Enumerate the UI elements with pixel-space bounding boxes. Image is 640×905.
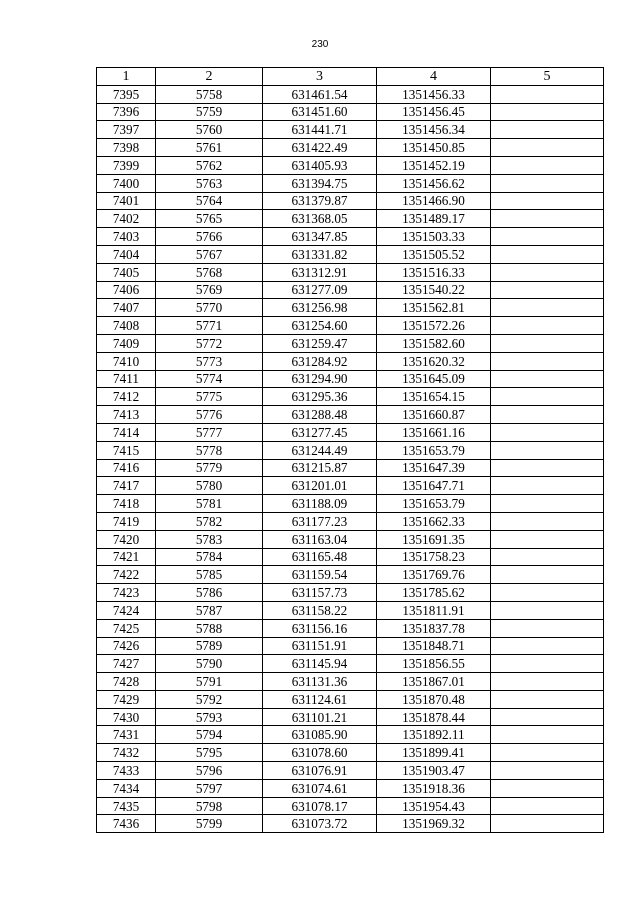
- cell-x-coordinate: 631145.94: [263, 655, 377, 673]
- table-row: [97, 797, 604, 815]
- table-row: [97, 423, 604, 441]
- cell-note: [491, 85, 604, 103]
- cell-point-number: 7430: [97, 708, 156, 726]
- cell-index: 5799: [156, 815, 263, 833]
- table-row: [97, 192, 604, 210]
- cell-index: 5789: [156, 637, 263, 655]
- table-row: [97, 388, 604, 406]
- table-row: [97, 815, 604, 833]
- cell-x-coordinate: 631277.09: [263, 281, 377, 299]
- cell-note: [491, 584, 604, 602]
- cell-note: [491, 245, 604, 263]
- cell-note: [491, 601, 604, 619]
- table-row: [97, 334, 604, 352]
- cell-index: 5778: [156, 441, 263, 459]
- cell-y-coordinate: 1351867.01: [377, 673, 491, 691]
- cell-index: 5776: [156, 406, 263, 424]
- cell-y-coordinate: 1351540.22: [377, 281, 491, 299]
- cell-x-coordinate: 631073.72: [263, 815, 377, 833]
- cell-note: [491, 174, 604, 192]
- cell-index: 5773: [156, 352, 263, 370]
- cell-x-coordinate: 631379.87: [263, 192, 377, 210]
- cell-index: 5762: [156, 156, 263, 174]
- cell-index: 5783: [156, 530, 263, 548]
- cell-x-coordinate: 631124.61: [263, 690, 377, 708]
- cell-index: 5787: [156, 601, 263, 619]
- cell-y-coordinate: 1351899.41: [377, 744, 491, 762]
- cell-y-coordinate: 1351647.71: [377, 477, 491, 495]
- cell-x-coordinate: 631165.48: [263, 548, 377, 566]
- cell-x-coordinate: 631347.85: [263, 228, 377, 246]
- table-row: [97, 530, 604, 548]
- table-row: [97, 548, 604, 566]
- cell-point-number: 7419: [97, 512, 156, 530]
- cell-index: 5793: [156, 708, 263, 726]
- table-row: [97, 352, 604, 370]
- cell-index: 5784: [156, 548, 263, 566]
- cell-y-coordinate: 1351647.39: [377, 459, 491, 477]
- cell-y-coordinate: 1351918.36: [377, 779, 491, 797]
- cell-point-number: 7399: [97, 156, 156, 174]
- cell-y-coordinate: 1351769.76: [377, 566, 491, 584]
- cell-x-coordinate: 631331.82: [263, 245, 377, 263]
- table-row: [97, 245, 604, 263]
- cell-index: 5768: [156, 263, 263, 281]
- cell-point-number: 7427: [97, 655, 156, 673]
- cell-point-number: 7434: [97, 779, 156, 797]
- cell-y-coordinate: 1351582.60: [377, 334, 491, 352]
- cell-point-number: 7406: [97, 281, 156, 299]
- cell-point-number: 7413: [97, 406, 156, 424]
- cell-index: 5766: [156, 228, 263, 246]
- cell-index: 5797: [156, 779, 263, 797]
- cell-note: [491, 477, 604, 495]
- cell-y-coordinate: 1351878.44: [377, 708, 491, 726]
- cell-note: [491, 156, 604, 174]
- cell-x-coordinate: 631244.49: [263, 441, 377, 459]
- cell-x-coordinate: 631295.36: [263, 388, 377, 406]
- cell-point-number: 7418: [97, 495, 156, 513]
- cell-note: [491, 815, 604, 833]
- cell-y-coordinate: 1351856.55: [377, 655, 491, 673]
- cell-point-number: 7401: [97, 192, 156, 210]
- column-header: 5: [491, 68, 604, 86]
- cell-note: [491, 779, 604, 797]
- cell-index: 5760: [156, 121, 263, 139]
- cell-x-coordinate: 631076.91: [263, 762, 377, 780]
- cell-y-coordinate: 1351516.33: [377, 263, 491, 281]
- cell-y-coordinate: 1351452.19: [377, 156, 491, 174]
- cell-index: 5796: [156, 762, 263, 780]
- cell-note: [491, 797, 604, 815]
- table-row: [97, 459, 604, 477]
- cell-note: [491, 228, 604, 246]
- cell-y-coordinate: 1351892.11: [377, 726, 491, 744]
- cell-y-coordinate: 1351954.43: [377, 797, 491, 815]
- cell-note: [491, 334, 604, 352]
- cell-point-number: 7435: [97, 797, 156, 815]
- cell-note: [491, 281, 604, 299]
- cell-y-coordinate: 1351785.62: [377, 584, 491, 602]
- cell-point-number: 7403: [97, 228, 156, 246]
- cell-x-coordinate: 631085.90: [263, 726, 377, 744]
- cell-y-coordinate: 1351489.17: [377, 210, 491, 228]
- cell-note: [491, 726, 604, 744]
- cell-y-coordinate: 1351811.91: [377, 601, 491, 619]
- cell-x-coordinate: 631294.90: [263, 370, 377, 388]
- cell-x-coordinate: 631151.91: [263, 637, 377, 655]
- cell-y-coordinate: 1351837.78: [377, 619, 491, 637]
- cell-y-coordinate: 1351691.35: [377, 530, 491, 548]
- cell-note: [491, 690, 604, 708]
- cell-x-coordinate: 631201.01: [263, 477, 377, 495]
- cell-point-number: 7400: [97, 174, 156, 192]
- cell-x-coordinate: 631177.23: [263, 512, 377, 530]
- table-row: [97, 139, 604, 157]
- cell-index: 5771: [156, 317, 263, 335]
- table-header-row: [97, 68, 604, 86]
- cell-note: [491, 139, 604, 157]
- cell-note: [491, 210, 604, 228]
- cell-x-coordinate: 631131.36: [263, 673, 377, 691]
- cell-x-coordinate: 631394.75: [263, 174, 377, 192]
- cell-x-coordinate: 631422.49: [263, 139, 377, 157]
- cell-y-coordinate: 1351848.71: [377, 637, 491, 655]
- table-row: [97, 495, 604, 513]
- cell-y-coordinate: 1351503.33: [377, 228, 491, 246]
- cell-note: [491, 317, 604, 335]
- table-row: [97, 370, 604, 388]
- cell-point-number: 7408: [97, 317, 156, 335]
- cell-x-coordinate: 631078.60: [263, 744, 377, 762]
- table-row: [97, 228, 604, 246]
- cell-point-number: 7421: [97, 548, 156, 566]
- table-row: [97, 477, 604, 495]
- table-row: [97, 406, 604, 424]
- cell-index: 5790: [156, 655, 263, 673]
- column-header: 3: [263, 68, 377, 86]
- cell-x-coordinate: 631254.60: [263, 317, 377, 335]
- cell-y-coordinate: 1351653.79: [377, 441, 491, 459]
- cell-point-number: 7416: [97, 459, 156, 477]
- cell-point-number: 7415: [97, 441, 156, 459]
- cell-x-coordinate: 631215.87: [263, 459, 377, 477]
- table-row: [97, 263, 604, 281]
- cell-note: [491, 103, 604, 121]
- table-row: [97, 601, 604, 619]
- cell-index: 5781: [156, 495, 263, 513]
- cell-point-number: 7404: [97, 245, 156, 263]
- cell-index: 5785: [156, 566, 263, 584]
- coordinates-table: [96, 67, 604, 833]
- cell-x-coordinate: 631451.60: [263, 103, 377, 121]
- cell-note: [491, 406, 604, 424]
- cell-point-number: 7396: [97, 103, 156, 121]
- cell-x-coordinate: 631368.05: [263, 210, 377, 228]
- cell-point-number: 7395: [97, 85, 156, 103]
- table-row: [97, 762, 604, 780]
- cell-point-number: 7431: [97, 726, 156, 744]
- cell-x-coordinate: 631188.09: [263, 495, 377, 513]
- table-row: [97, 619, 604, 637]
- cell-x-coordinate: 631288.48: [263, 406, 377, 424]
- cell-index: 5770: [156, 299, 263, 317]
- cell-note: [491, 655, 604, 673]
- cell-y-coordinate: 1351969.32: [377, 815, 491, 833]
- cell-note: [491, 673, 604, 691]
- cell-y-coordinate: 1351653.79: [377, 495, 491, 513]
- cell-point-number: 7425: [97, 619, 156, 637]
- cell-y-coordinate: 1351456.62: [377, 174, 491, 192]
- cell-point-number: 7420: [97, 530, 156, 548]
- cell-note: [491, 566, 604, 584]
- cell-y-coordinate: 1351450.85: [377, 139, 491, 157]
- cell-index: 5767: [156, 245, 263, 263]
- cell-index: 5791: [156, 673, 263, 691]
- cell-note: [491, 495, 604, 513]
- cell-note: [491, 512, 604, 530]
- cell-x-coordinate: 631405.93: [263, 156, 377, 174]
- cell-note: [491, 762, 604, 780]
- cell-note: [491, 637, 604, 655]
- cell-y-coordinate: 1351456.34: [377, 121, 491, 139]
- cell-index: 5782: [156, 512, 263, 530]
- cell-x-coordinate: 631284.92: [263, 352, 377, 370]
- cell-index: 5788: [156, 619, 263, 637]
- cell-note: [491, 263, 604, 281]
- cell-y-coordinate: 1351456.33: [377, 85, 491, 103]
- table-row: [97, 210, 604, 228]
- cell-x-coordinate: 631101.21: [263, 708, 377, 726]
- table-row: [97, 637, 604, 655]
- table-row: [97, 317, 604, 335]
- cell-point-number: 7398: [97, 139, 156, 157]
- cell-index: 5798: [156, 797, 263, 815]
- cell-index: 5769: [156, 281, 263, 299]
- table-row: [97, 281, 604, 299]
- table-row: [97, 441, 604, 459]
- cell-point-number: 7436: [97, 815, 156, 833]
- table-row: [97, 584, 604, 602]
- cell-x-coordinate: 631259.47: [263, 334, 377, 352]
- cell-y-coordinate: 1351870.48: [377, 690, 491, 708]
- table-row: [97, 744, 604, 762]
- table-row: [97, 512, 604, 530]
- cell-y-coordinate: 1351505.52: [377, 245, 491, 263]
- cell-index: 5761: [156, 139, 263, 157]
- cell-y-coordinate: 1351662.33: [377, 512, 491, 530]
- cell-index: 5795: [156, 744, 263, 762]
- table-row: [97, 121, 604, 139]
- cell-y-coordinate: 1351620.32: [377, 352, 491, 370]
- cell-index: 5775: [156, 388, 263, 406]
- cell-x-coordinate: 631461.54: [263, 85, 377, 103]
- table-body: [97, 85, 604, 832]
- cell-x-coordinate: 631078.17: [263, 797, 377, 815]
- cell-x-coordinate: 631312.91: [263, 263, 377, 281]
- table-row: [97, 299, 604, 317]
- table-row: [97, 85, 604, 103]
- cell-y-coordinate: 1351654.15: [377, 388, 491, 406]
- cell-note: [491, 548, 604, 566]
- cell-y-coordinate: 1351572.26: [377, 317, 491, 335]
- cell-note: [491, 744, 604, 762]
- table-row: [97, 103, 604, 121]
- cell-index: 5786: [156, 584, 263, 602]
- cell-note: [491, 388, 604, 406]
- cell-point-number: 7422: [97, 566, 156, 584]
- cell-point-number: 7432: [97, 744, 156, 762]
- cell-y-coordinate: 1351645.09: [377, 370, 491, 388]
- cell-index: 5765: [156, 210, 263, 228]
- cell-note: [491, 708, 604, 726]
- table-row: [97, 779, 604, 797]
- cell-y-coordinate: 1351562.81: [377, 299, 491, 317]
- cell-note: [491, 121, 604, 139]
- cell-point-number: 7424: [97, 601, 156, 619]
- cell-x-coordinate: 631074.61: [263, 779, 377, 797]
- cell-point-number: 7412: [97, 388, 156, 406]
- cell-point-number: 7407: [97, 299, 156, 317]
- cell-index: 5772: [156, 334, 263, 352]
- table-row: [97, 566, 604, 584]
- cell-index: 5763: [156, 174, 263, 192]
- cell-index: 5779: [156, 459, 263, 477]
- page-number: 230: [311, 39, 329, 50]
- cell-note: [491, 441, 604, 459]
- cell-index: 5764: [156, 192, 263, 210]
- cell-point-number: 7426: [97, 637, 156, 655]
- cell-x-coordinate: 631157.73: [263, 584, 377, 602]
- cell-y-coordinate: 1351456.45: [377, 103, 491, 121]
- table-row: [97, 673, 604, 691]
- cell-note: [491, 459, 604, 477]
- cell-x-coordinate: 631156.16: [263, 619, 377, 637]
- cell-note: [491, 530, 604, 548]
- table-row: [97, 726, 604, 744]
- cell-point-number: 7410: [97, 352, 156, 370]
- cell-x-coordinate: 631163.04: [263, 530, 377, 548]
- cell-point-number: 7397: [97, 121, 156, 139]
- cell-x-coordinate: 631158.22: [263, 601, 377, 619]
- cell-point-number: 7402: [97, 210, 156, 228]
- table-row: [97, 690, 604, 708]
- cell-point-number: 7433: [97, 762, 156, 780]
- cell-note: [491, 299, 604, 317]
- cell-index: 5758: [156, 85, 263, 103]
- cell-point-number: 7409: [97, 334, 156, 352]
- cell-x-coordinate: 631256.98: [263, 299, 377, 317]
- cell-y-coordinate: 1351903.47: [377, 762, 491, 780]
- cell-x-coordinate: 631441.71: [263, 121, 377, 139]
- cell-index: 5794: [156, 726, 263, 744]
- cell-point-number: 7414: [97, 423, 156, 441]
- cell-point-number: 7429: [97, 690, 156, 708]
- cell-point-number: 7411: [97, 370, 156, 388]
- cell-x-coordinate: 631159.54: [263, 566, 377, 584]
- cell-index: 5780: [156, 477, 263, 495]
- column-header: 1: [97, 68, 156, 86]
- cell-y-coordinate: 1351466.90: [377, 192, 491, 210]
- cell-note: [491, 370, 604, 388]
- cell-index: 5759: [156, 103, 263, 121]
- cell-y-coordinate: 1351758.23: [377, 548, 491, 566]
- cell-index: 5777: [156, 423, 263, 441]
- cell-index: 5774: [156, 370, 263, 388]
- cell-point-number: 7405: [97, 263, 156, 281]
- cell-point-number: 7423: [97, 584, 156, 602]
- cell-note: [491, 192, 604, 210]
- column-header: 2: [156, 68, 263, 86]
- cell-point-number: 7417: [97, 477, 156, 495]
- cell-note: [491, 619, 604, 637]
- cell-note: [491, 352, 604, 370]
- cell-x-coordinate: 631277.45: [263, 423, 377, 441]
- cell-point-number: 7428: [97, 673, 156, 691]
- table-row: [97, 655, 604, 673]
- cell-note: [491, 423, 604, 441]
- table-row: [97, 708, 604, 726]
- cell-y-coordinate: 1351660.87: [377, 406, 491, 424]
- column-header: 4: [377, 68, 491, 86]
- cell-index: 5792: [156, 690, 263, 708]
- table-row: [97, 174, 604, 192]
- cell-y-coordinate: 1351661.16: [377, 423, 491, 441]
- table-row: [97, 156, 604, 174]
